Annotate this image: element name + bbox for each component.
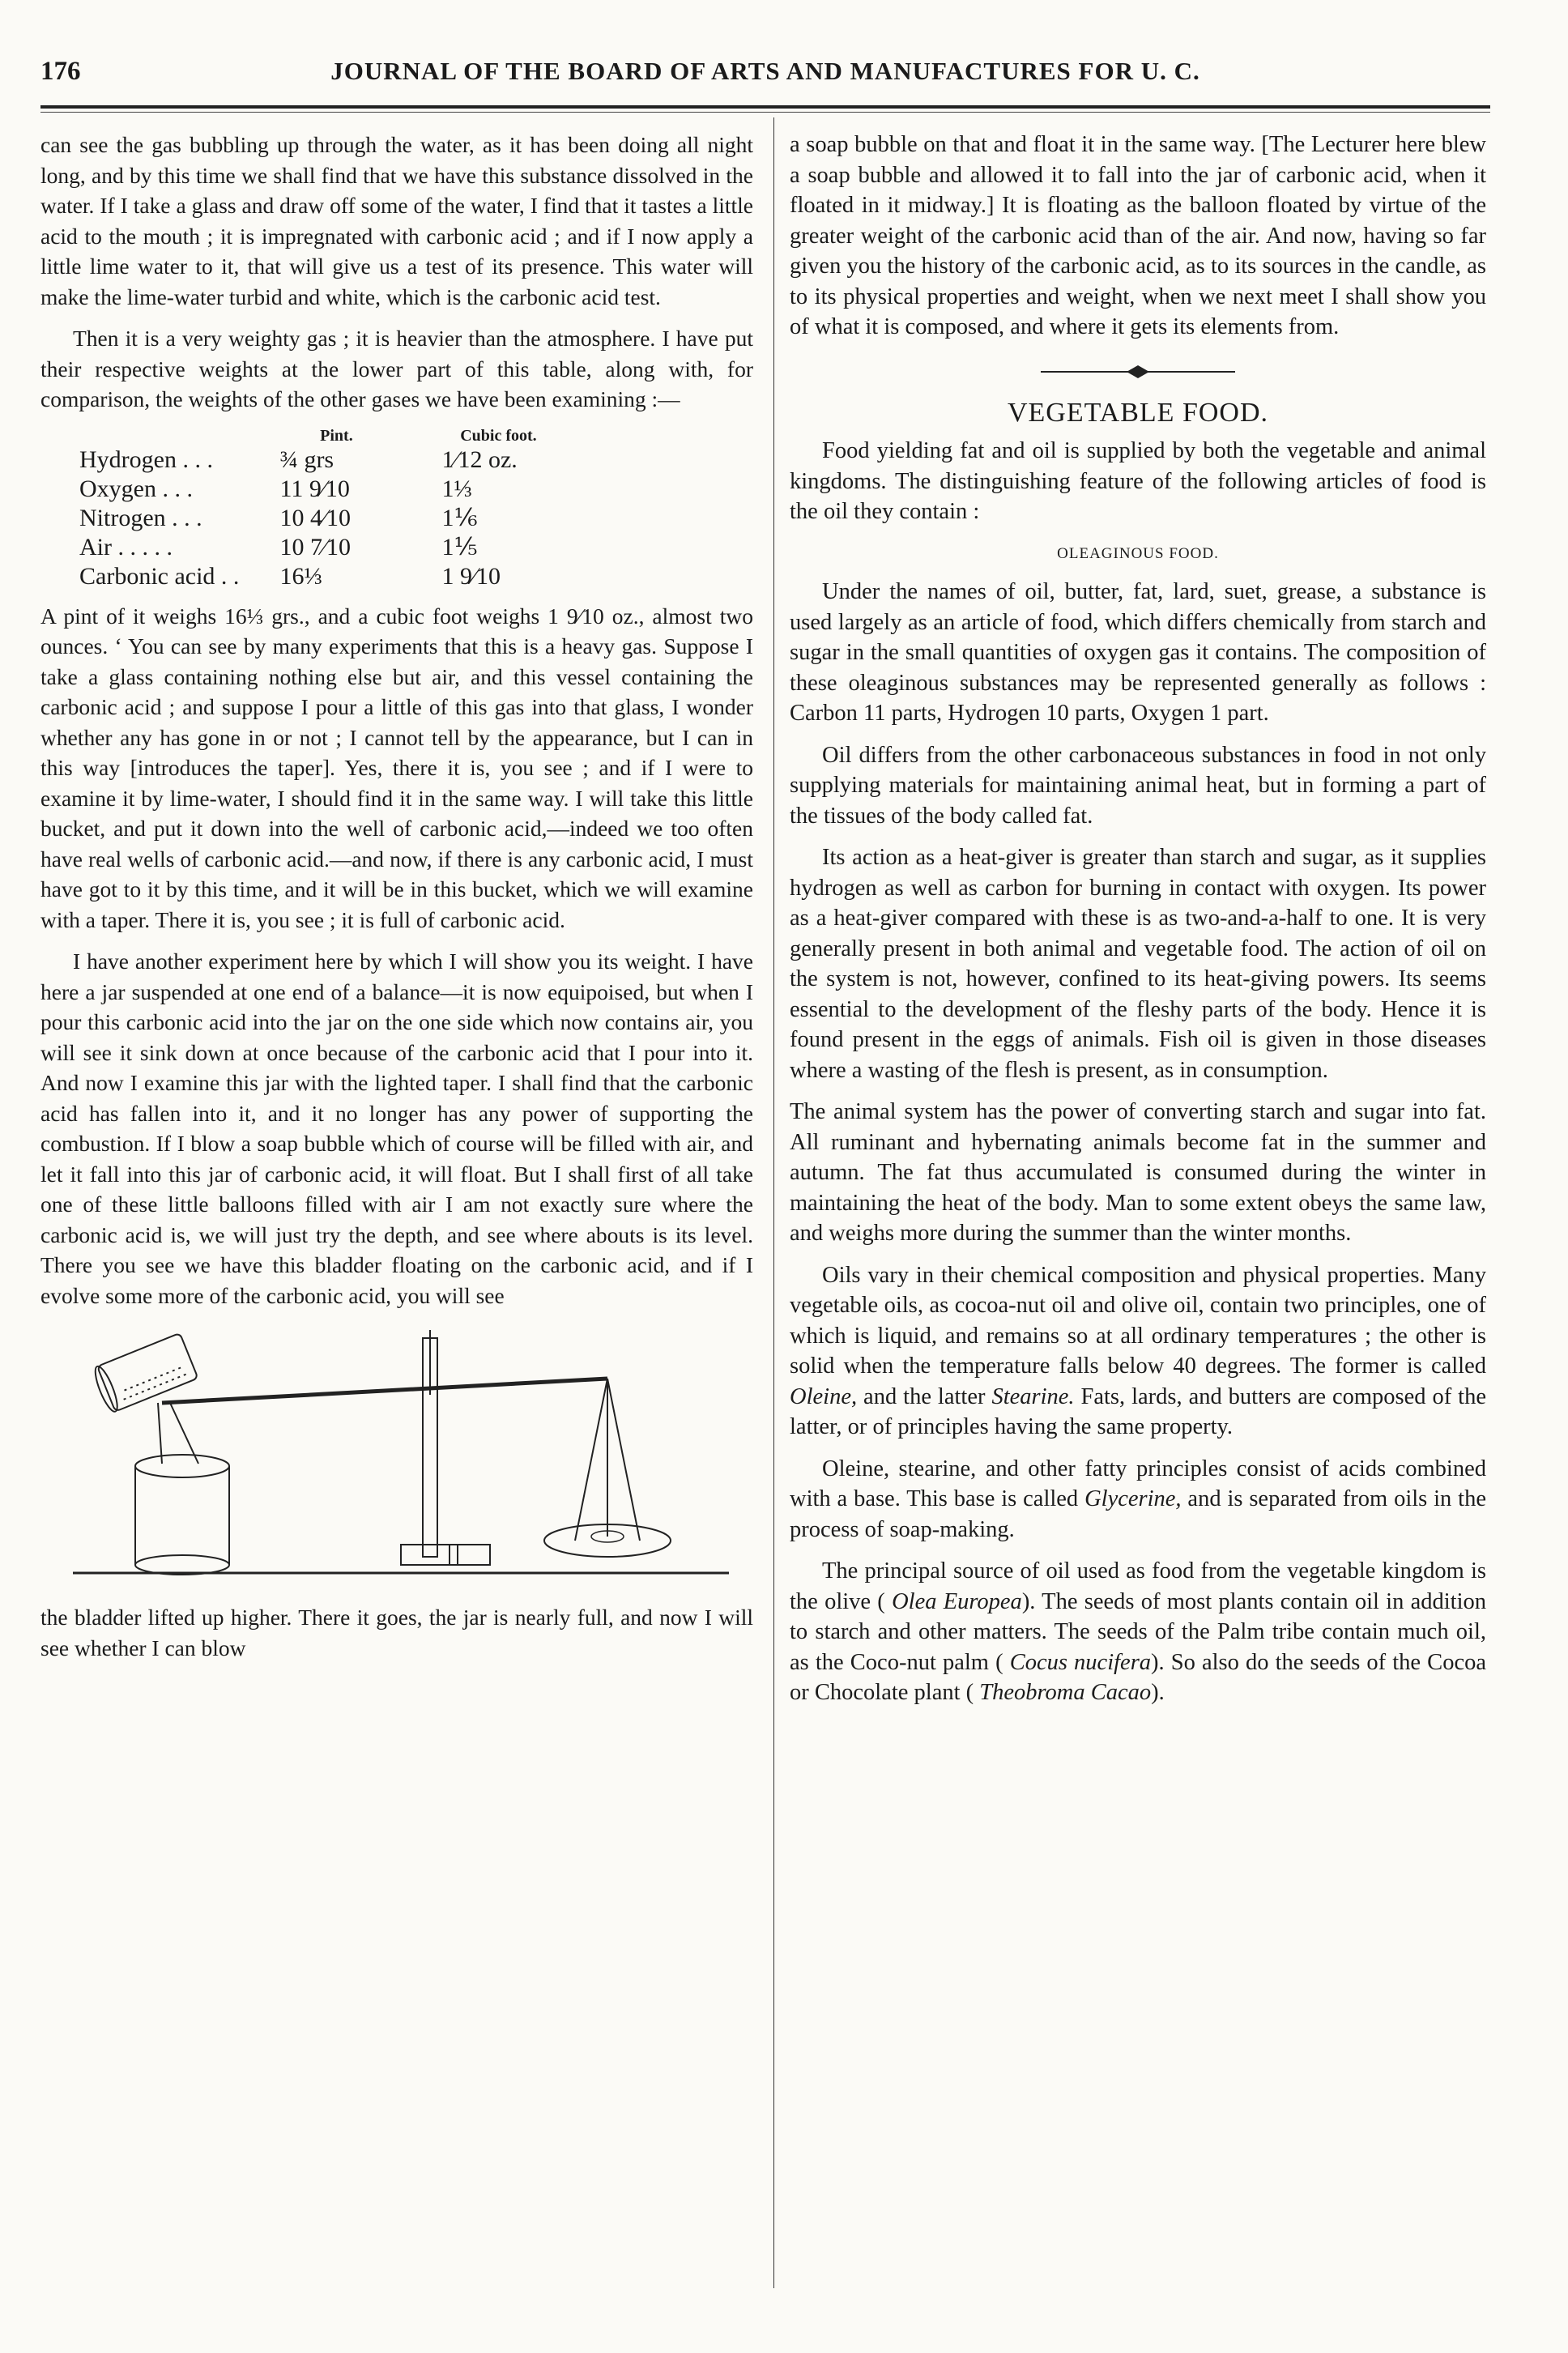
paragraph: The animal system has the power of converting starch and sugar into fat. All ruminant and hybernating animals become fat in the summer and autumn. The fat thus accumulated is consumed during the winter in maintaining the heat of the body. Man to some extent obeys the same law, and weighs more during the summer than the winter months. <box>790 1099 1486 1246</box>
term-stearine: Stearine. <box>991 1383 1075 1409</box>
page-number: 176 <box>40 57 81 86</box>
term-glycerine: Glycerine, <box>1084 1486 1182 1511</box>
cubic-foot-weight: 1⅓ <box>441 475 472 502</box>
header-rule-thin <box>40 112 1490 113</box>
gas-name: Air . . . . . <box>79 533 173 561</box>
pint-weight: 16⅓ <box>279 562 322 590</box>
text-run: Oils vary in their chemical composition and physical properties. Many vegetable oils, as cocoa-nut oil and olive oil, contain two principles, one of which is liquid, and remains so at all ordinary temperatures ; the other is solid when the temperature falls below 40 degrees. The former is called <box>790 1262 1486 1379</box>
paragraph: can see the gas bubbling up through the water, as it has been doing all night long, and by this time we shall find that we have this substance dissolved in the water. If I take a glass and draw off some of the water, I find that it tastes a little acid to the mouth ; it is impregnated with carbonic acid ; and if I now apply a little lime water to it, that will give us a test of its presence. This water will make the lime-water turbid and white, which is the carbonic acid test. <box>40 132 753 309</box>
text-run: The principal source of oil used as food from the vegetable kingdom is the olive ( <box>790 1558 1486 1614</box>
table-row <box>79 533 579 562</box>
paragraph <box>790 1556 1486 1708</box>
header-rule <box>40 105 1490 109</box>
ornament-rule <box>790 354 1486 390</box>
term-theobroma-cacao: Theobroma Cacao <box>979 1680 1152 1705</box>
text-run: and the latter <box>857 1383 992 1409</box>
cubic-foot-weight: 1 9⁄10 <box>441 562 501 590</box>
pint-weight: 10 7⁄10 <box>279 533 351 561</box>
term-oleine: Oleine, <box>790 1383 858 1409</box>
table-header <box>79 426 255 445</box>
text-run: Oleine, stearine, and other fatty principles consist of acids combined with a base. This base is called <box>790 1456 1486 1511</box>
paragraph: Then it is a very weighty gas ; it is heavier than the atmosphere. I have put their respective weights at the lower part of this table, along with, for comparison, the weights of the other gases we have been examining :— <box>40 326 753 411</box>
cubic-foot-weight: 1⁄12 oz. <box>441 445 518 473</box>
term-olea-europea: Olea Europea <box>892 1588 1022 1614</box>
balance-beam <box>162 1379 607 1403</box>
pint-weight: 10 4⁄10 <box>279 504 351 531</box>
text-run: ). The seeds of most plants contain oil in addition to starch and other matters. The seeds of the Palm tribe contain much oil, as the Coco-nut palm ( <box>790 1588 1487 1675</box>
table-header: Cubic foot. <box>460 426 537 445</box>
paragraph: I have another experiment here by which I will show you its weight. I have here a jar suspended at one end of a balance—it is now equipoised, but when I pour this carbonic acid into the jar on the one side which now contains air, you will see it sink down at once because of the carbonic acid that I pour into it. And now I examine this jar with the lighted taper. I shall find that the carbonic acid has fallen into it, and it no longer has any power of supporting the combustion. If I blow a soap bubble which of course will be filled with air, and let it fall into this jar of carbonic acid, it will float. But I shall first of all take one of these little balloons filled with air I am not exactly sure where the carbonic acid is, we will just try the depth, and see where abouts is its level. There you see we have this bladder floating on the carbonic acid, and if I evolve some more of the carbonic acid, you will see <box>40 948 753 1308</box>
paragraph: Food yielding fat and oil is supplied by both the vegetable and animal kingdoms. The distinguishing feature of the following articles of food is the oil they contain : <box>790 438 1486 524</box>
page-header <box>40 57 1490 97</box>
subheading: OLEAGINOUS FOOD. <box>1057 544 1219 562</box>
paragraph <box>790 1454 1486 1545</box>
left-column <box>40 130 753 1674</box>
balance-pan <box>544 1379 671 1557</box>
text-run: ). <box>1151 1680 1165 1705</box>
section-ornament <box>790 354 1486 390</box>
balance-engraving <box>40 1322 753 1589</box>
paragraph: Oil differs from the other carbonaceous substances in food in not only supplying materials for maintaining animal heat, but in forming a part of the tissues of the body called fat. <box>790 742 1486 829</box>
table-row <box>79 562 579 591</box>
paragraph: Its action as a heat-giver is greater than starch and sugar, as it supplies hydrogen as well as carbon for burning in contact with oxygen. Its power as a heat-giver compared with these is as two-and-a-half to one. It is very generally present in both animal and vegetable food. The action of oil on the system is not, however, confined to its heat-giving powers. Its seems essential to the development of the fleshy parts of the body. Hence it is found present in the eggs of animals. Fish oil is given in those diseases where a wasting of the flesh is present, as in consumption. <box>790 845 1486 1083</box>
section-title: VEGETABLE FOOD. <box>1007 397 1269 428</box>
gas-name: Carbonic acid . . <box>79 562 240 590</box>
table-row <box>79 445 579 475</box>
table-header-row <box>79 426 579 445</box>
cubic-foot-weight: 1⅕ <box>441 533 478 561</box>
pint-weight: 11 9⁄10 <box>279 475 350 502</box>
text-run: and is separated from oils in the process of soap-making. <box>790 1486 1487 1542</box>
balance-pillar <box>401 1330 490 1565</box>
term-cocus-nucifera: Cocus nucifera <box>1009 1649 1152 1675</box>
gas-name: Nitrogen . . . <box>79 504 202 531</box>
hanging-jar <box>135 1403 229 1575</box>
paragraph: the bladder lifted up higher. There it goes, the jar is nearly full, and now I will see whether I can blow <box>40 1605 753 1660</box>
gas-name: Hydrogen . . . <box>79 445 213 473</box>
table-header: Pint. <box>320 426 353 445</box>
paragraph: Under the names of oil, butter, fat, lard, suet, grease, a substance is used largely as an article of food, which differs chemically from starch and sugar in the small quantities of oxygen gas it contains. The composition of these oleaginous substances may be represented generally as follows : Carbon 11 parts, Hydrogen 10 parts, Oxygen 1 part. <box>790 579 1486 726</box>
text-run: ). So also do the seeds of the Cocoa or Chocolate plant ( <box>790 1649 1486 1705</box>
journal-title: JOURNAL OF THE BOARD OF ARTS AND MANUFACTURES FOR U. C. <box>330 57 1200 85</box>
text-run: Fats, lards, and butters are composed of the latter, or of principles having the same property. <box>790 1383 1486 1439</box>
paragraph: A pint of it weighs 16⅓ grs., and a cubic foot weighs 1 9⁄10 oz., almost two ounces. ‘ You can see by many experiments that this is a heavy gas. Suppose I take a glass containing nothing else but air, and this vessel containing the carbonic acid ; and suppose I pour a little of this gas into that glass, I wonder whether any has gone in or not ; I cannot tell by the appearance, but I can in this way [introduces the taper]. Yes, there it is, you see ; and if I were to examine it by lime-water, I should find it in the same way. I will take this little bucket, and put it down into the well of carbonic acid,—indeed we too often have real wells of carbonic acid.—and now, if there is any carbonic acid, I must have got to it by this time, and it will be in this bucket, which we will examine with a taper. There it is, you see ; it is full of carbonic acid. <box>40 603 753 932</box>
cubic-foot-weight: 1⅙ <box>441 504 478 531</box>
paragraph <box>790 1260 1486 1443</box>
pint-weight: ¾ grs <box>279 445 334 473</box>
gas-weights-table <box>79 426 579 591</box>
column-divider <box>773 117 774 2288</box>
right-column <box>790 130 1486 1720</box>
balance-experiment-illustration <box>40 1322 753 1589</box>
paragraph: a soap bubble on that and float it in the same way. [The Lecturer here blew a soap bubble and allowed it to fall into the jar of carbonic acid, when it floated in it midway.] It is floating as the balloon floated by virtue of the greater weight of the carbonic acid than of the air. And now, having so far given you the history of the carbonic acid, as to its sources in the candle, as to its physical properties and weight, when we next meet I shall show you of what it is composed, and where it gets its elements from. <box>790 132 1486 339</box>
table-row <box>79 504 579 533</box>
gas-name: Oxygen . . . <box>79 475 193 502</box>
table-row <box>79 475 579 504</box>
